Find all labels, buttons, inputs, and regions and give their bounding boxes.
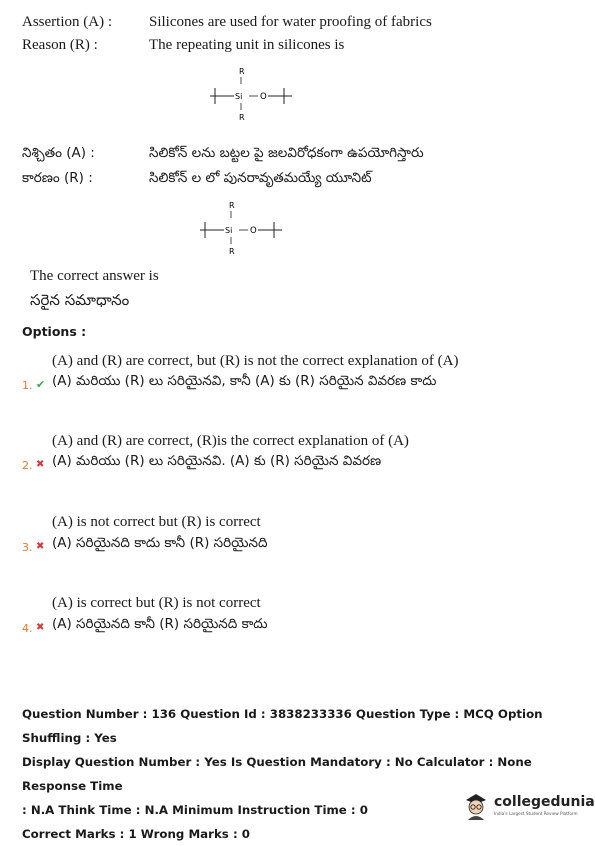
- formula-top-r: R: [239, 67, 245, 76]
- question-meta: [22, 702, 582, 846]
- reason-row-te: [22, 170, 372, 189]
- option-1-text-te: (A) మరియు (R) లు సరియైనవి, కానీ (A) కు (R) సరియైన వివరణ కాదు: [52, 373, 437, 389]
- assertion-text: Silicones are used for water proofing of fabrics: [149, 14, 432, 30]
- option-number: 1.: [22, 379, 33, 392]
- silicone-repeat-unit-formula-te: [196, 200, 288, 258]
- option-2-text: (A) and (R) are correct, (R)is the correct explanation of (A): [52, 433, 409, 449]
- option-number: 3.: [22, 541, 33, 554]
- meta-line-1: Question Number : 136 Question Id : 3838233336 Question Type : MCQ Option Shuffling : Yes: [22, 707, 543, 745]
- assertion-row-te: [22, 145, 424, 164]
- silicone-repeat-unit-formula: [206, 66, 298, 124]
- brand-name: collegedunia: [494, 793, 595, 810]
- reason-row: [22, 37, 344, 54]
- option-3-text-te: (A) సరియైనది కాదు కానీ (R) సరియైనది: [52, 535, 268, 551]
- reason-label-te: కారణం (R) :: [22, 170, 93, 186]
- reason-label: Reason (R) :: [22, 37, 98, 53]
- assertion-text-te: సిలికోన్ లను బట్టల పై జలవిరోధకంగా ఉపయోగిస్తారు: [149, 145, 424, 161]
- meta-line-4: Correct Marks : 1 Wrong Marks : 0: [22, 827, 250, 841]
- option-number: 2.: [22, 459, 33, 472]
- cross-icon: ✖: [36, 541, 45, 552]
- meta-line-3: : N.A Think Time : N.A Minimum Instruction Time : 0: [22, 803, 368, 817]
- formula-o: O: [260, 92, 267, 102]
- check-icon: ✔: [36, 378, 46, 391]
- option-3[interactable]: [22, 535, 268, 554]
- reason-text-te: సిలికోన్ ల లో పునరావృతమయ్యే యూనిట్: [149, 170, 372, 186]
- formula-bottom-r: R: [229, 247, 235, 256]
- answer-prompt-te: సరైన సమాధానం: [30, 291, 130, 309]
- reason-text: The repeating unit in silicones is: [149, 37, 345, 53]
- assertion-label: Assertion (A) :: [22, 14, 112, 30]
- option-4-text-te: (A) సరియైనది కానీ (R) సరియైనది కాదు: [52, 616, 268, 632]
- option-1[interactable]: [22, 373, 436, 392]
- meta-line-2: Display Question Number : Yes Is Question Mandatory : No Calculator : None Response Time: [22, 755, 532, 793]
- option-3-text: (A) is not correct but (R) is correct: [52, 514, 261, 530]
- formula-bottom-r: R: [239, 113, 245, 122]
- formula-si: Si: [225, 226, 233, 235]
- answer-prompt: The correct answer is: [30, 268, 159, 284]
- options-heading: Options :: [22, 324, 87, 339]
- option-1-text: (A) and (R) are correct, but (R) is not the correct explanation of (A): [52, 353, 459, 369]
- option-2[interactable]: [22, 453, 381, 472]
- formula-si: Si: [235, 92, 243, 101]
- assertion-label-te: నిశ్చితం (A) :: [22, 145, 95, 161]
- cross-icon: ✖: [36, 459, 45, 470]
- mascot-icon: [462, 790, 490, 820]
- formula-o: O: [250, 226, 257, 236]
- option-4-text: (A) is correct but (R) is not correct: [52, 595, 261, 611]
- option-number: 4.: [22, 622, 33, 635]
- option-4[interactable]: [22, 616, 268, 635]
- brand-tagline: India's Largest Student Review Platform: [494, 810, 578, 816]
- assertion-row: [22, 14, 432, 31]
- option-2-text-te: (A) మరియు (R) లు సరియైనవి. (A) కు (R) సరియైన వివరణ: [52, 453, 382, 469]
- formula-top-r: R: [229, 201, 235, 210]
- collegedunia-logo: [462, 790, 595, 820]
- cross-icon: ✖: [36, 622, 45, 633]
